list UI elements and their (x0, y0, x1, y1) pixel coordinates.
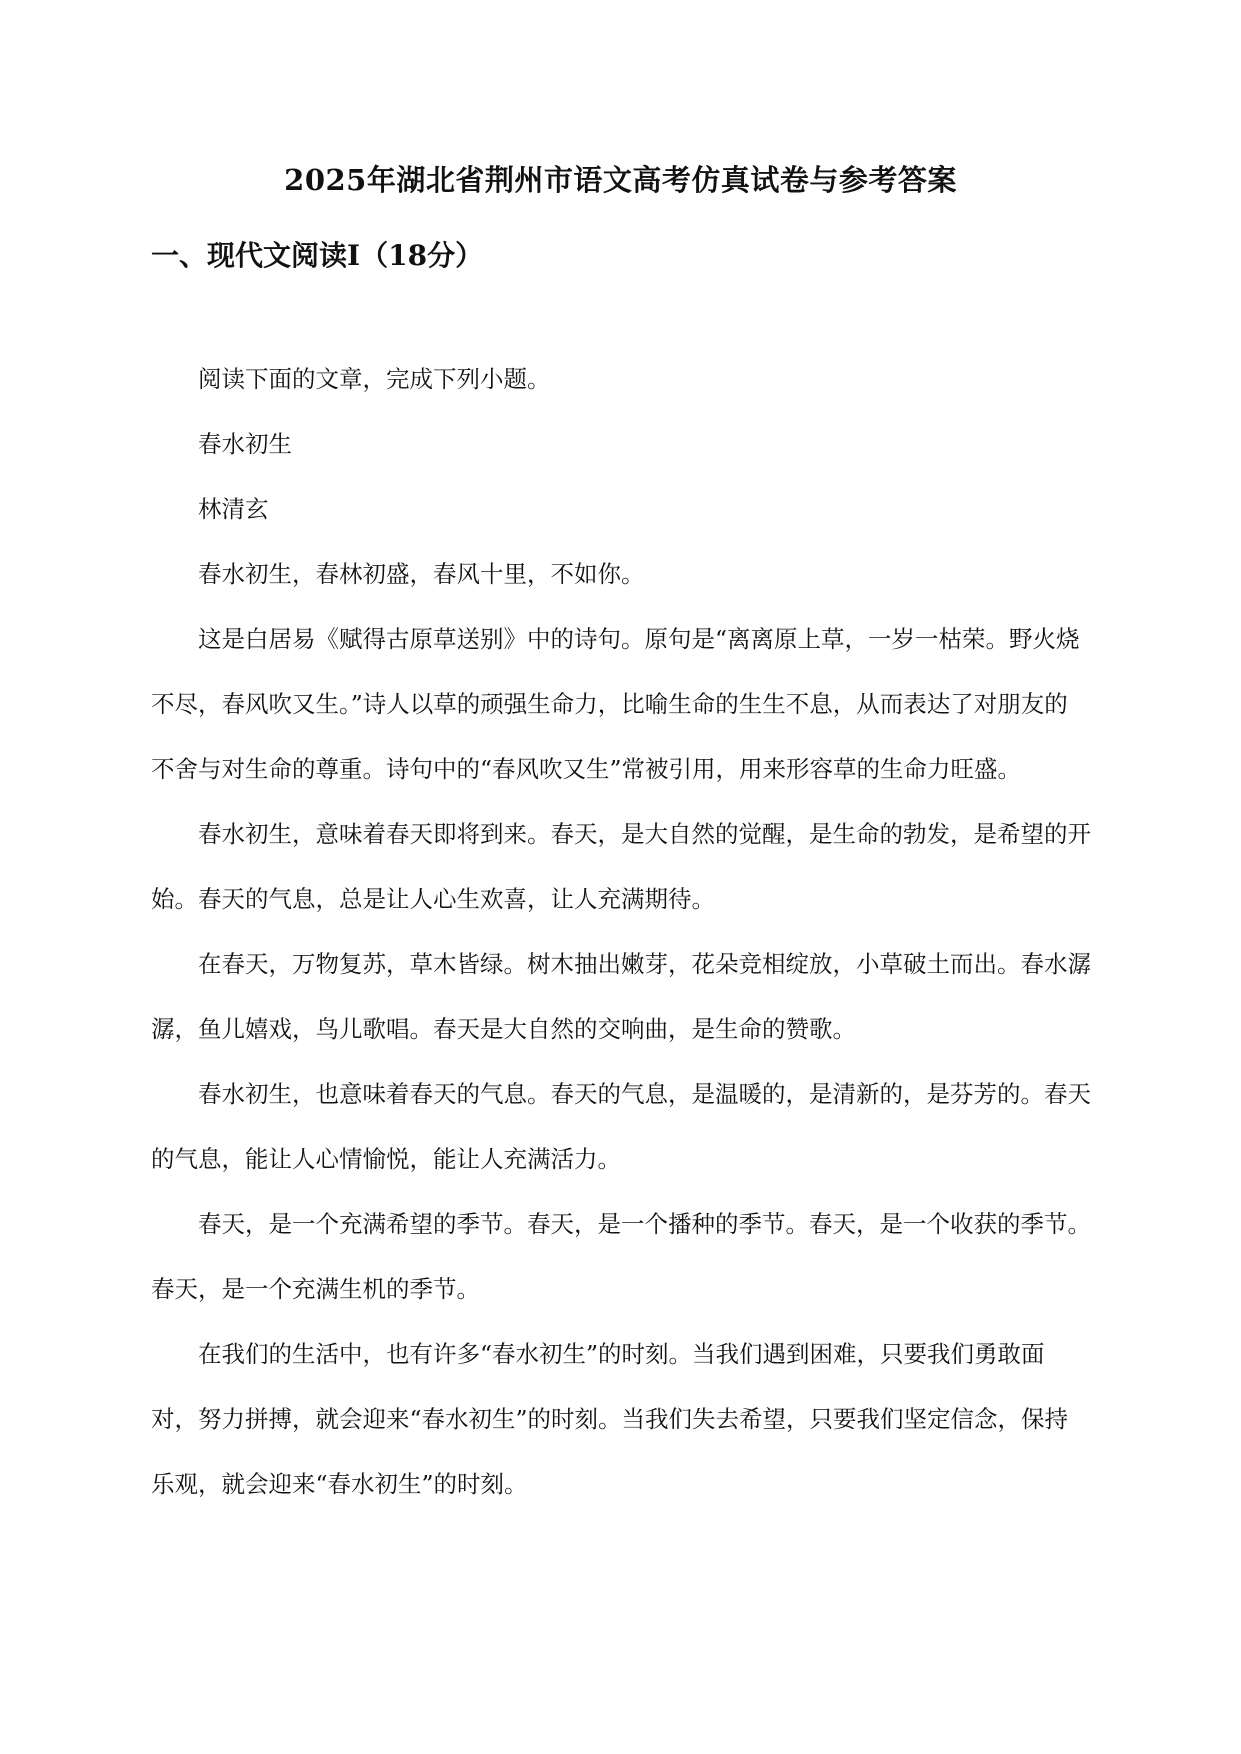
passage-title: 春水初生 (198, 430, 292, 458)
passage-paragraph: 春天，是一个充满希望的季节。春天，是一个播种的季节。春天，是一个收获的季节。春天，是一个充满生机的季节。 (151, 1210, 1091, 1303)
passage-author: 林清玄 (198, 495, 269, 523)
passage-paragraph: 春水初生，意味着春天即将到来。春天，是大自然的觉醒，是生命的勃发，是希望的开始。春天的气息，总是让人心生欢喜，让人充满期待。 (151, 820, 1091, 913)
passage-body (151, 347, 1091, 1517)
passage-paragraph: 在我们的生活中，也有许多“春水初生”的时刻。当我们遇到困难，只要我们勇敢面对，努力拼搏，就会迎来“春水初生”的时刻。当我们失去希望，只要我们坚定信念，保持乐观，就会迎来“春水初生”的时刻。 (151, 1340, 1069, 1498)
instruction-paragraph: 阅读下面的文章，完成下列小题。 (198, 365, 551, 393)
passage-paragraph: 这是白居易《赋得古原草送别》中的诗句。原句是“离离原上草，一岁一枯荣。野火烧不尽，春风吹又生。”诗人以草的顽强生命力，比喻生命的生生不息，从而表达了对朋友的不舍与对生命的尊重。诗句中的“春风吹又生”常被引用，用来形容草的生命力旺盛。 (151, 625, 1080, 783)
passage-paragraph: 春水初生，春林初盛，春风十里，不如你。 (198, 560, 645, 588)
passage-paragraph: 在春天，万物复苏，草木皆绿。树木抽出嫩芽，花朵竞相绽放，小草破土而出。春水潺潺，鱼儿嬉戏，鸟儿歌唱。春天是大自然的交响曲，是生命的赞歌。 (151, 950, 1091, 1043)
document-title: 2025年湖北省荆州市语文高考仿真试卷与参考答案 (284, 163, 957, 197)
section-heading: 一、现代文阅读Ⅰ（18分） (151, 239, 484, 272)
passage-paragraph: 春水初生，也意味着春天的气息。春天的气息，是温暖的，是清新的，是芬芳的。春天的气息，能让人心情愉悦，能让人充满活力。 (151, 1080, 1091, 1173)
